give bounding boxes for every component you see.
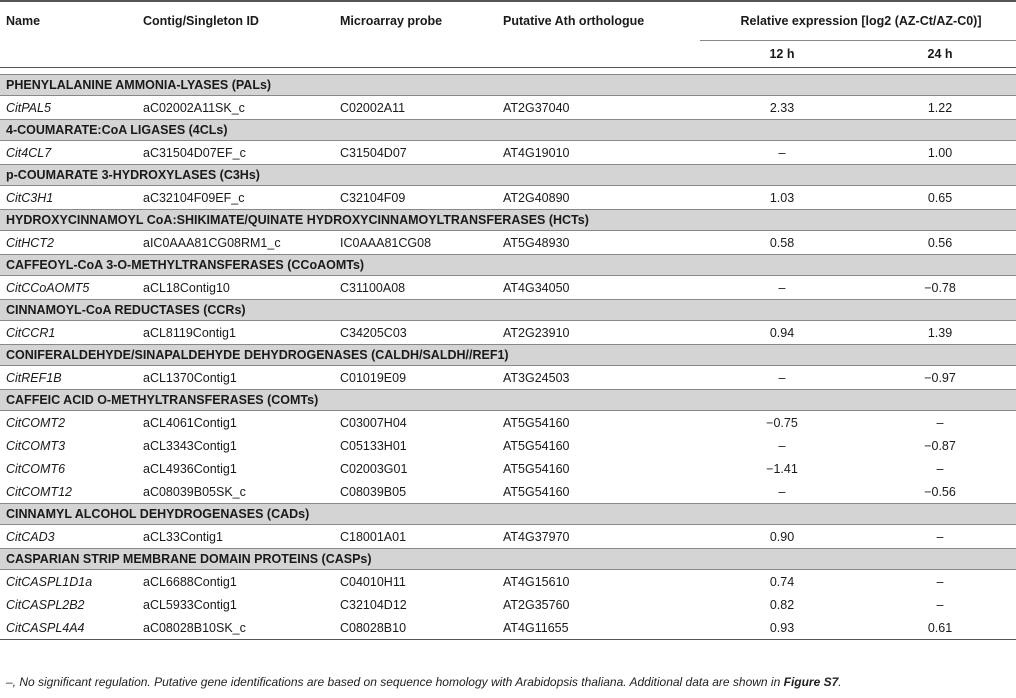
group-header-row xyxy=(0,345,1016,366)
contig-id: aCL3343Contig1 xyxy=(143,438,237,453)
figure-link[interactable]: Figure S7 xyxy=(783,675,839,689)
group-title: CAFFEIC ACID O-METHYLTRANSFERASES (COMTs) xyxy=(0,390,1016,411)
value-24h: – xyxy=(936,529,944,544)
group-title: CINNAMOYL-CoA REDUCTASES (CCRs) xyxy=(0,300,1016,321)
value-12h: 2.33 xyxy=(769,100,795,115)
gene-name: CitCOMT3 xyxy=(6,438,66,453)
gene-name: CitREF1B xyxy=(6,370,62,385)
microarray-probe: C08039B05 xyxy=(340,484,407,499)
value-12h: 0.93 xyxy=(700,616,858,640)
group-header-row xyxy=(0,120,1016,141)
microarray-probe: C02002A11 xyxy=(340,100,406,115)
col-header-24h: 24 h xyxy=(927,47,953,61)
gene-name: CitCASPL4A4 xyxy=(0,616,137,640)
microarray-probe: C31504D07 xyxy=(340,145,407,160)
microarray-probe: C32104D12 xyxy=(340,597,407,612)
group-title: 4-COUMARATE:CoA LIGASES (4CLs) xyxy=(0,120,1016,141)
value-24h: −0.56 xyxy=(924,484,956,499)
value-12h: – xyxy=(778,438,786,453)
spacer-row xyxy=(0,68,1016,75)
microarray-probe: C04010H11 xyxy=(340,574,406,589)
microarray-probe: C08028B10 xyxy=(334,616,497,640)
contig-id: aCL4936Contig1 xyxy=(143,461,237,476)
value-24h: −0.87 xyxy=(924,438,956,453)
group-title: CASPARIAN STRIP MEMBRANE DOMAIN PROTEINS (CASPs) xyxy=(0,549,1016,570)
table-row xyxy=(0,276,1016,300)
contig-id: aC08039B05SK_c xyxy=(143,484,246,499)
table-row xyxy=(0,231,1016,255)
col-header-12h: 12 h xyxy=(769,47,795,61)
contig-id: aCL18Contig10 xyxy=(143,280,230,295)
group-header-row xyxy=(0,210,1016,231)
col-header-ortholog: Putative Ath orthologue xyxy=(503,14,645,28)
microarray-probe: C34205C03 xyxy=(340,325,407,340)
ath-orthologue: AT2G23910 xyxy=(503,325,570,340)
ath-orthologue: AT4G19010 xyxy=(503,145,570,160)
contig-id: aCL1370Contig1 xyxy=(143,370,237,385)
ath-orthologue: AT2G35760 xyxy=(503,597,570,612)
group-header-row xyxy=(0,255,1016,276)
footnote-text: –, No significant regulation. Putative gene identifications are based on sequence homology with Arabidopsis thaliana. Additional data are shown in xyxy=(6,675,784,689)
ath-orthologue: AT5G54160 xyxy=(503,484,570,499)
value-12h: −1.41 xyxy=(766,461,798,476)
table-row xyxy=(0,570,1016,594)
header-row-1 xyxy=(0,1,1016,41)
gene-name: CitCOMT2 xyxy=(6,415,66,430)
value-12h: – xyxy=(778,370,786,385)
microarray-probe: C01019E09 xyxy=(340,370,407,385)
group-header-row xyxy=(0,75,1016,96)
gene-name: CitCOMT12 xyxy=(6,484,72,499)
gene-name: CitC3H1 xyxy=(6,190,54,205)
contig-id: aC31504D07EF_c xyxy=(143,145,246,160)
table-body xyxy=(0,68,1016,640)
microarray-probe: C05133H01 xyxy=(340,438,407,453)
ath-orthologue: AT4G15610 xyxy=(503,574,570,589)
value-12h: 0.58 xyxy=(769,235,795,250)
value-24h: 1.00 xyxy=(927,145,953,160)
group-title: CINNAMYL ALCOHOL DEHYDROGENASES (CADs) xyxy=(0,504,1016,525)
ath-orthologue: AT2G37040 xyxy=(503,100,570,115)
ath-orthologue: AT4G34050 xyxy=(503,280,570,295)
table-row xyxy=(0,411,1016,435)
group-header-row xyxy=(0,165,1016,186)
gene-name: CitCAD3 xyxy=(6,529,55,544)
gene-name: CitCASPL1D1a xyxy=(6,574,93,589)
table-row xyxy=(0,457,1016,480)
value-12h: −0.75 xyxy=(766,415,798,430)
value-24h: – xyxy=(936,415,944,430)
gene-name: CitHCT2 xyxy=(6,235,54,250)
ath-orthologue: AT5G54160 xyxy=(503,461,570,476)
group-header-row xyxy=(0,300,1016,321)
ath-orthologue: AT5G48930 xyxy=(503,235,570,250)
gene-name: CitCCR1 xyxy=(6,325,56,340)
table-row xyxy=(0,96,1016,120)
value-12h: 0.82 xyxy=(769,597,795,612)
table-row xyxy=(0,525,1016,549)
contig-id: aCL5933Contig1 xyxy=(143,597,237,612)
contig-id: aCL6688Contig1 xyxy=(143,574,237,589)
contig-id: aIC0AAA81CG08RM1_c xyxy=(143,235,281,250)
value-24h: 0.61 xyxy=(858,616,1016,640)
contig-id: aC32104F09EF_c xyxy=(143,190,245,205)
table-row xyxy=(0,593,1016,616)
group-title: HYDROXYCINNAMOYL CoA:SHIKIMATE/QUINATE HYDROXYCINNAMOYLTRANSFERASES (HCTs) xyxy=(0,210,1016,231)
col-header-probe: Microarray probe xyxy=(340,14,443,28)
table-row xyxy=(0,186,1016,210)
group-title: p-COUMARATE 3-HYDROXYLASES (C3Hs) xyxy=(0,165,1016,186)
value-12h: – xyxy=(778,145,786,160)
ath-orthologue: AT5G54160 xyxy=(503,415,570,430)
contig-id: aCL4061Contig1 xyxy=(143,415,237,430)
value-12h: 1.03 xyxy=(769,190,795,205)
value-12h: 0.94 xyxy=(769,325,795,340)
group-title: PHENYLALANINE AMMONIA-LYASES (PALs) xyxy=(0,75,1016,96)
group-title: CAFFEOYL-CoA 3-O-METHYLTRANSFERASES (CCoAOMTs) xyxy=(0,255,1016,276)
contig-id: aCL8119Contig1 xyxy=(143,325,236,340)
group-title: CONIFERALDEHYDE/SINAPALDEHYDE DEHYDROGENASES (CALDH/SALDH//REF1) xyxy=(0,345,1016,366)
table-row xyxy=(0,434,1016,457)
col-header-contig: Contig/Singleton ID xyxy=(143,14,259,28)
col-header-relative-expression: Relative expression [log2 (AZ-Ct/AZ-C0)] xyxy=(700,1,1016,41)
ath-orthologue: AT4G11655 xyxy=(497,616,700,640)
table-row xyxy=(0,480,1016,504)
microarray-probe: C32104F09 xyxy=(340,190,406,205)
table-row xyxy=(0,616,1016,640)
value-12h: – xyxy=(778,280,786,295)
gene-name: CitPAL5 xyxy=(6,100,51,115)
value-24h: −0.97 xyxy=(924,370,956,385)
ath-orthologue: AT3G24503 xyxy=(503,370,570,385)
gene-name: CitCOMT6 xyxy=(6,461,66,476)
value-12h: 0.90 xyxy=(769,529,795,544)
contig-id: aCL33Contig1 xyxy=(143,529,223,544)
value-12h: – xyxy=(778,484,786,499)
group-header-row xyxy=(0,549,1016,570)
value-24h: 1.39 xyxy=(927,325,953,340)
footnote-end: . xyxy=(838,675,842,689)
gene-name: CitCCoAOMT5 xyxy=(6,280,90,295)
value-24h: – xyxy=(936,597,944,612)
table-row xyxy=(0,141,1016,165)
microarray-probe: C18001A01 xyxy=(340,529,407,544)
col-header-name: Name xyxy=(6,14,41,28)
value-24h: – xyxy=(936,574,944,589)
table-row xyxy=(0,321,1016,345)
value-24h: – xyxy=(936,461,944,476)
footnote xyxy=(6,675,842,689)
contig-id: aC02002A11SK_c xyxy=(143,100,245,115)
ath-orthologue: AT2G40890 xyxy=(503,190,570,205)
microarray-probe: C03007H04 xyxy=(340,415,407,430)
value-12h: 0.74 xyxy=(769,574,795,589)
group-header-row xyxy=(0,504,1016,525)
value-24h: 0.65 xyxy=(927,190,953,205)
gene-name: CitCASPL2B2 xyxy=(6,597,85,612)
microarray-probe: C31100A08 xyxy=(340,280,406,295)
value-24h: 1.22 xyxy=(927,100,953,115)
table-row xyxy=(0,366,1016,390)
gene-name: Cit4CL7 xyxy=(6,145,52,160)
microarray-probe: IC0AAA81CG08 xyxy=(340,235,432,250)
ath-orthologue: AT5G54160 xyxy=(503,438,570,453)
ath-orthologue: AT4G37970 xyxy=(503,529,570,544)
group-header-row xyxy=(0,390,1016,411)
contig-id: aC08028B10SK_c xyxy=(137,616,334,640)
microarray-probe: C02003G01 xyxy=(340,461,408,476)
value-24h: −0.78 xyxy=(924,280,956,295)
value-24h: 0.56 xyxy=(927,235,953,250)
